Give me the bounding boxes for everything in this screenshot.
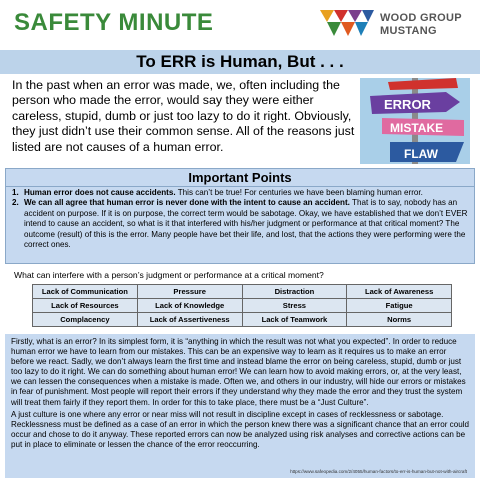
list-item: 2. We can all agree that human error is never done with the intent to cause an accident. That is to say, nobody has an accident on purpose. If it is on purpose, the correct term would be sabotage. Okay, we have established that we don’t EVER intend to cause an accident, so what is it that interfered with his/her judgment or performance at that critical moment? The outcome (result) of this is the error. Many people have bet their life, and lost, that the actions they were performing were the correct ones. xyxy=(12,198,468,250)
logo-text: WOOD GROUP MUSTANG xyxy=(380,12,462,37)
table-cell: Fatigue xyxy=(347,299,452,313)
body-text xyxy=(11,337,471,452)
page-title: SAFETY MINUTE xyxy=(14,9,214,36)
important-points-heading: Important Points xyxy=(6,169,474,187)
subtitle-bar xyxy=(0,50,480,74)
subtitle: To ERR is Human, But . . . xyxy=(136,52,344,71)
sign-flaw: FLAW xyxy=(404,147,438,161)
factors-question: What can interfere with a person’s judgment or performance at a critical moment? xyxy=(14,270,324,280)
table-cell: Norms xyxy=(347,313,452,327)
table-cell: Lack of Assertiveness xyxy=(137,313,242,327)
body-paragraph-2: A just culture is one where any error or near miss will not result in discipline except in cases of recklessness or sabotage. Recklessness must be defined as a case of an error in which the person knew there was a significant chance that an error could occur and chose to do it anyway. These reported errors can now be analyzed using risk analyses and corrective actions can be put in place to eliminate or lessen the chance of the error reoccurring. xyxy=(11,409,469,449)
table-row xyxy=(33,299,452,313)
table-cell: Complacency xyxy=(33,313,138,327)
sign-error: ERROR xyxy=(384,97,431,112)
table-row xyxy=(33,285,452,299)
table-cell: Lack of Resources xyxy=(33,299,138,313)
table-cell: Distraction xyxy=(242,285,347,299)
important-points-box xyxy=(5,168,475,264)
intro-paragraph: In the past when an error was made, we, often including the person who made the error, would say they were either careless, stupid, dumb or just too lazy to do it right. Obviously, they just didn’t use their common sense. All of the reasons just listed are not causes of a human error. xyxy=(12,78,355,154)
signpost-image xyxy=(360,78,470,164)
factors-table xyxy=(32,284,452,327)
source-link[interactable]: https://www.safeopedia.com/2/4055/human-factors/to-err-is-human-but-not-with-aircraft xyxy=(290,469,467,474)
table-cell: Lack of Teamwork xyxy=(242,313,347,327)
table-cell: Lack of Communication xyxy=(33,285,138,299)
table-row xyxy=(33,313,452,327)
important-points-list xyxy=(12,188,470,250)
table-cell: Stress xyxy=(242,299,347,313)
table-cell: Lack of Awareness xyxy=(347,285,452,299)
list-item: 1. Human error does not cause accidents. This can’t be true! For centuries we have been blaming human error. xyxy=(12,188,423,197)
company-logo xyxy=(320,8,470,42)
sign-mistake: MISTAKE xyxy=(390,121,444,135)
wood-group-logo-icon xyxy=(320,10,374,38)
body-text-box xyxy=(5,334,475,478)
body-paragraph-1: Firstly, what is an error? In its simplest form, it is “anything in which the result was not what you expected”. In order to reduce human error we have to learn from our mistakes. This can be an expensive way to learn as it requires us to make an error before we react. Sadly, we don’t always learn the first time and instead blame the error on being careless, stupid, dumb or just too lazy to do it right. We can do something about human error! We can learn how to avoid making errors, or, at the very least, we can lessen the consequences when a mistake is made. Often we, and others in our industry, will hide our errors or mistakes in fear of punishment. Most people will report their errors if they understand why they made the error and they trust the system will treat them fairly if they report them. In order for this to take place, there must be a “Just Culture”. xyxy=(11,337,466,407)
table-cell: Pressure xyxy=(137,285,242,299)
table-cell: Lack of Knowledge xyxy=(137,299,242,313)
header xyxy=(0,0,480,48)
